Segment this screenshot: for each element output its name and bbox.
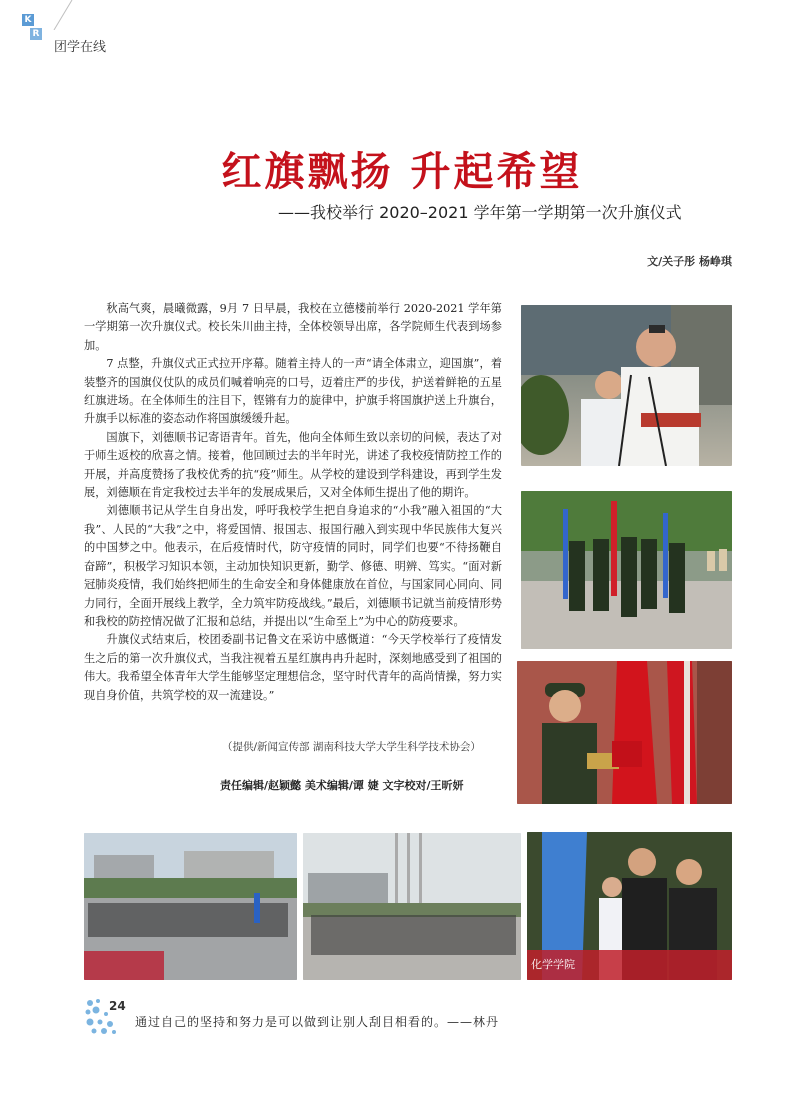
photo-ceremony-guests bbox=[527, 832, 732, 980]
logo-letter-k: K bbox=[22, 14, 34, 26]
logo-letter-r: R bbox=[30, 28, 42, 40]
article-title: 红旗飘扬 升起希望 bbox=[221, 148, 583, 195]
section-name: 团学在线 bbox=[54, 40, 107, 55]
paragraph: 升旗仪式结束后，校团委副书记鲁文在采访中感慨道：“今天学校举行了疫情发生之后的第一次升旗仪式，当我注视着五星红旗冉冉升起时，深刻地感受到了祖国的伟大。我希望全体青年大学生能够坚定理想信念，坚守时代青年的高尚情操，努力实现自身价值，共筑学校的双一流建设。” bbox=[84, 633, 502, 702]
paragraph: 7 点整，升旗仪式正式拉开序幕。随着主持人的一声“请全体肃立，迎国旗”，着装整齐的国旗仪仗队的成员们喊着响亮的口号，迈着庄严的步伐，护送着鲜艳的五星红旗进场。在全体师生的注目下，铿锵有力的旋律中，护旗手将国旗护送上升旗台，升旗手以标准的姿态动作将国旗缓缓升起。 bbox=[84, 357, 502, 426]
header-slash-decoration bbox=[50, 0, 90, 30]
page-number: 24 bbox=[109, 999, 126, 1013]
article-byline: 文/关子彤 杨峥琪 bbox=[647, 255, 732, 268]
footer-quote: 通过自己的坚持和努力是可以做到让别人刮目相看的。——林丹 bbox=[135, 1015, 500, 1029]
photo-speaker-at-podium bbox=[521, 305, 732, 466]
paragraph: 刘德顺书记从学生自身出发，呼吁我校学生把自身追求的“小我”融入祖国的“大我”、人民的“大我”之中，将爱国情、报国志、报国行融入到实现中华民族伟大复兴的中国梦之中。他表示，在后疫情时代，防守疫情的同时，同学们也要“不待扬鞭自奋蹄”，积极学习知识本领，主动加快知识更新，勤学、修德、明辨、笃实。“面对新冠肺炎疫情，我们始终把师生的生命安全和身体健康放在首位，与国家同心同向、同力同行，全面开展线上教学，全力筑牢防疫战线。”最后，刘德顺书记就当前疫情形势和我校的防控情况做了汇报和总结，并提出以“生命至上”为中心的防疫要求。 bbox=[84, 504, 502, 628]
article-subtitle: ——我校举行 2020–2021 学年第一学期第一次升旗仪式 bbox=[278, 203, 682, 222]
photo-crowd-plaza bbox=[84, 833, 297, 980]
ceremony-sign-text: 化学学院 bbox=[531, 958, 575, 971]
photo-group-standing bbox=[303, 833, 521, 980]
paragraph: 秋高气爽，晨曦微露，9月 7 日早晨，我校在立德楼前举行 2020-2021 学年第一学期第一次升旗仪式。校长朱川曲主持，全体校领导出席，各学院师生代表到场参加。 bbox=[84, 302, 502, 352]
article-body bbox=[84, 300, 502, 705]
paragraph: 国旗下，刘德顺书记寄语青年。首先，他向全体师生致以亲切的问候，表达了对于师生返校的欣喜之情。接着，他回顾过去的半年时光，讲述了我校疫情防控工作的开展，并高度赞扬了我校优秀的抗“疫”师生。从学校的建设到学科建设，再到学生发展，刘德顺在肯定我校过去半年的发展成果后，又对全体师生提出了他的期许。 bbox=[84, 430, 502, 500]
editor-credits: 责任编辑/赵颖懿 美术编辑/谭 婕 文字校对/王昕妍 bbox=[220, 779, 464, 792]
photo-honor-guard-march bbox=[521, 491, 732, 649]
article-credit: （提供/新闻宣传部 湖南科技大学大学生科学技术协会） bbox=[222, 741, 481, 753]
photo-flag-raiser bbox=[517, 661, 732, 804]
magazine-logo bbox=[22, 14, 42, 42]
